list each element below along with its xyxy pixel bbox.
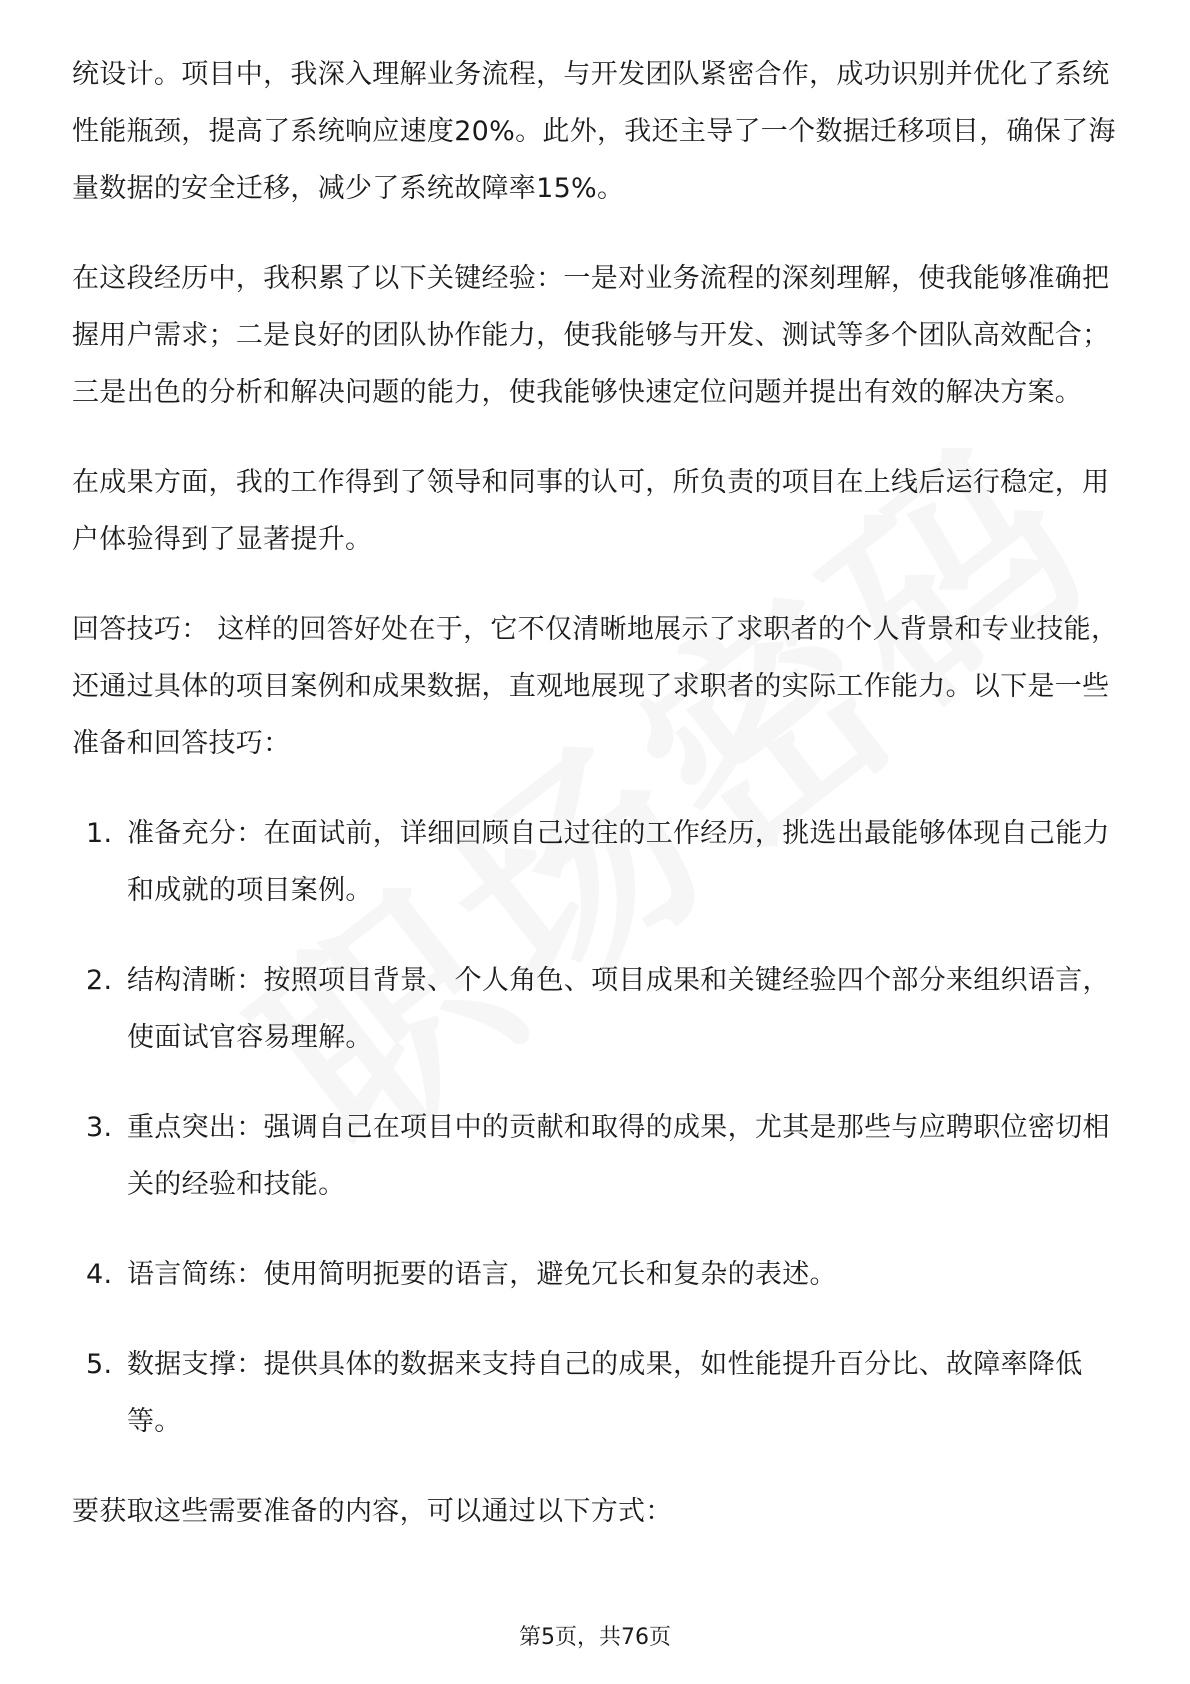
list-item-number: 1. [86, 818, 113, 849]
tips-list [72, 805, 1122, 1450]
list-item-text: 准备充分：在面试前，详细回顾自己过往的工作经历，挑选出最能够体现自己能力和成就的项目案例。 [127, 818, 1110, 906]
list-item-text: 语言简练：使用简明扼要的语言，避免冗长和复杂的表述。 [127, 1259, 837, 1290]
page-footer: 第5页，共76页 [519, 1625, 671, 1650]
list-item-text: 数据支撑：提供具体的数据来支持自己的成果，如性能提升百分比、故障率降低等。 [127, 1349, 1083, 1437]
paragraph-closing: 要获取这些需要准备的内容，可以通过以下方式： [72, 1496, 673, 1527]
list-item-text: 重点突出：强调自己在项目中的贡献和取得的成果，尤其是那些与应聘职位密切相关的经验和技能。 [127, 1112, 1110, 1200]
list-item-number: 4. [86, 1259, 113, 1290]
list-item [72, 1246, 1122, 1303]
list-item [72, 805, 1122, 919]
paragraph-achievements: 在成果方面，我的工作得到了领导和同事的认可，所负责的项目在上线后运行稳定，用户体验得到了显著提升。 [72, 467, 1110, 555]
list-item-number: 5. [86, 1349, 113, 1380]
list-item [72, 952, 1122, 1066]
paragraph-answer-tips: 回答技巧： 这样的回答好处在于，它不仅清晰地展示了求职者的个人背景和专业技能，还通过具体的项目案例和成果数据，直观地展现了求职者的实际工作能力。以下是一些准备和回答技巧： [72, 614, 1119, 759]
paragraph-key-experience: 在这段经历中，我积累了以下关键经验：一是对业务流程的深刻理解，使我能够准确把握用户需求；二是良好的团队协作能力，使我能够与开发、测试等多个团队高效配合；三是出色的分析和解决问题的能力，使我能够快速定位问题并提出有效的解决方案。 [72, 263, 1110, 408]
list-item [72, 1336, 1122, 1450]
paragraph-project-summary: 统设计。项目中，我深入理解业务流程，与开发团队紧密合作，成功识别并优化了系统性能瓶颈，提高了系统响应速度20%。此外，我还主导了一个数据迁移项目，确保了海量数据的安全迁移，减少了系统故障率15%。 [72, 59, 1116, 204]
list-item [72, 1099, 1122, 1213]
list-item-text: 结构清晰：按照项目背景、个人角色、项目成果和关键经验四个部分来组织语言，使面试官容易理解。 [127, 965, 1110, 1053]
list-item-number: 3. [86, 1112, 113, 1143]
list-item-number: 2. [86, 965, 113, 996]
document-body [72, 46, 1122, 1573]
